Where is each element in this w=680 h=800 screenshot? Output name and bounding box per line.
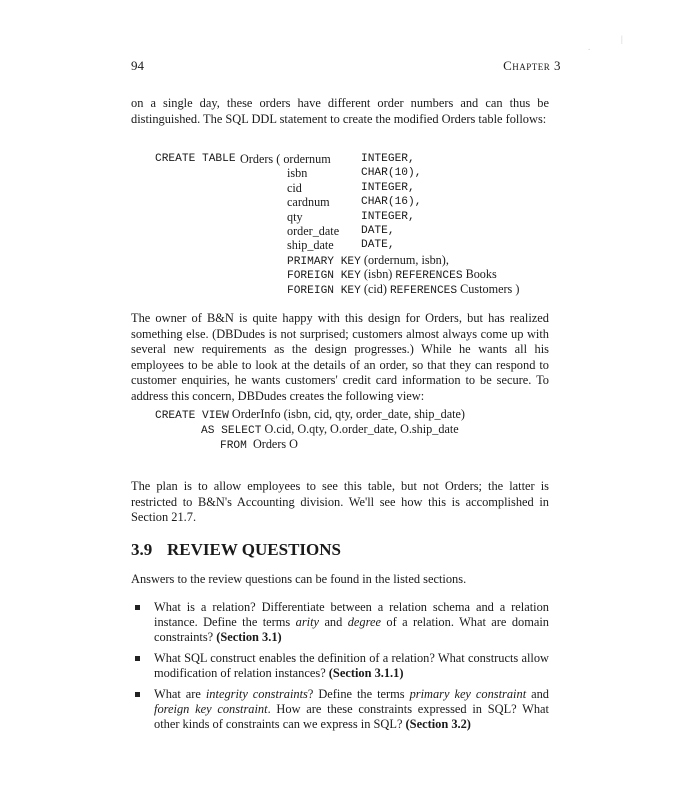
scan-mark: . <box>588 42 591 52</box>
column-name: ship_date <box>287 238 334 253</box>
column-type: CHAR(10), <box>361 167 422 180</box>
view-line-2 <box>201 422 459 437</box>
sql-keyword: REFERENCES <box>395 270 463 283</box>
sql-keyword: FROM <box>220 440 247 452</box>
sql-keyword: PRIMARY KEY <box>287 255 361 268</box>
column-type: CHAR(16), <box>361 196 422 209</box>
section-reference: (Section 3.1) <box>216 630 282 644</box>
table-open: Orders ( ordernum <box>240 152 331 166</box>
from-clause: Orders O <box>252 437 298 451</box>
view-line-3 <box>220 437 298 452</box>
review-question <box>131 651 549 683</box>
section-title: REVIEW QUESTIONS <box>167 540 341 559</box>
create-table-statement <box>0 152 680 298</box>
column-name: order_date <box>287 224 340 238</box>
question-text: What is a relation? Differentiate between a relation schema and a relation instance. Define the terms arity and degree of a relation. What are domain constraints? (Section 3.1) <box>154 600 549 644</box>
sql-keyword: AS SELECT <box>201 425 262 437</box>
view-line-1 <box>155 407 465 422</box>
answers-note: Answers to the review questions can be found in the listed sections. <box>131 572 467 586</box>
review-question <box>131 600 549 646</box>
bullet-marker <box>135 692 140 697</box>
column-type: INTEGER, <box>361 210 415 223</box>
question-text: What SQL construct enables the definition of a relation? What constructs allow modification of relation instances? (Section 3.1.1) <box>154 651 549 680</box>
review-question <box>131 687 549 733</box>
sql-keyword: FOREIGN KEY <box>287 284 361 297</box>
sql-keyword: REFERENCES <box>389 284 458 297</box>
column-name: qty <box>287 209 303 224</box>
scan-mark: | <box>621 34 623 44</box>
section-reference: (Section 3.1.1) <box>328 666 404 680</box>
column-type: INTEGER, <box>361 153 415 165</box>
referenced-table: Books <box>465 267 497 282</box>
constraint-columns: (ordernum, isbn), <box>363 252 449 267</box>
running-header <box>131 58 561 76</box>
column-name: isbn <box>287 166 308 181</box>
sql-keyword: CREATE VIEW <box>155 410 229 422</box>
foreign-key-constraint <box>287 282 519 297</box>
view-definition: OrderInfo (isbn, cid, qty, order_date, ship_date) <box>231 407 465 421</box>
section-number: 3.9 <box>131 540 153 559</box>
bullet-marker <box>135 656 140 661</box>
create-view-statement <box>0 407 680 455</box>
column-type: INTEGER, <box>361 181 415 194</box>
question-text: What are integrity constraints? Define the terms primary key constraint and foreign key constraint. How are these constraints expressed in SQL? What other kinds of constraints can we express in SQL? (Section 3.2) <box>154 687 549 731</box>
referenced-table: Customers ) <box>460 281 520 296</box>
page-number: 94 <box>131 58 144 73</box>
bullet-marker <box>135 605 140 610</box>
select-list: O.cid, O.qty, O.order_date, O.ship_date <box>264 422 459 436</box>
constraint-columns: (cid) <box>363 281 387 296</box>
column-name: cardnum <box>287 195 330 210</box>
sql-keyword: FOREIGN KEY <box>287 270 361 283</box>
section-heading <box>131 540 341 560</box>
column-type: DATE, <box>361 225 395 237</box>
column-name: cid <box>287 180 302 195</box>
chapter-title: Chapter 3 <box>503 58 561 73</box>
section-reference: (Section 3.2) <box>405 717 471 731</box>
primary-key-constraint <box>287 253 449 268</box>
sql-keyword: CREATE TABLE <box>155 153 236 165</box>
constraint-columns: (isbn) <box>363 267 393 282</box>
owner-paragraph: The owner of B&N is quite happy with this design for Orders, but has realized something else. (DBDudes is not surprised; customers almost always come up with several new requirements as the design progresses.) While he wants all his employees to be able to look at the details of an order, so that they can respond to customer enquiries, he wants customers' credit card information to be secure. To address this concern, DBDudes creates the following view: <box>131 311 549 403</box>
foreign-key-constraint <box>287 267 497 282</box>
column-type: DATE, <box>361 239 395 252</box>
intro-paragraph: on a single day, these orders have different order numbers and can thus be distinguished. The SQL DDL statement to create the modified Orders table follows: <box>131 96 549 126</box>
plan-paragraph: The plan is to allow employees to see this table, but not Orders; the latter is restricted to B&N's Accounting division. We'll see how this is accomplished in Section 21.7. <box>131 479 549 524</box>
